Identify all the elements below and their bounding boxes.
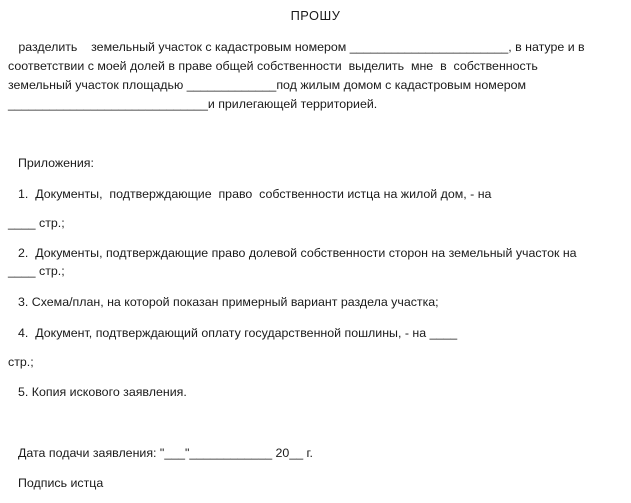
request-line-2: соответствии с моей долей в праве общей собственности выделить мне в собственность xyxy=(8,59,538,73)
attachment-item-4: 4. Документ, подтверждающий оплату государственной пошлины, - на ____ xyxy=(18,326,458,340)
request-line-4: _____________________________и прилегающей территорией. xyxy=(8,97,378,111)
attachment-item-4-pages: стр.; xyxy=(8,355,34,369)
request-line-3: земельный участок площадью _____________под жилым домом с кадастровым номером xyxy=(8,78,527,92)
request-line-1: разделить земельный участок с кадастровым номером _______________________, в натуре и в xyxy=(8,40,585,54)
filing-date-line: Дата подачи заявления: "___"____________ 20__ г. xyxy=(18,446,313,460)
plaintiff-signature-label: Подпись истца xyxy=(18,476,104,490)
attachments-heading: Приложения: xyxy=(18,156,94,170)
attachment-item-2: 2. Документы, подтверждающие право долевой собственности сторон на земельный участок на xyxy=(18,246,577,260)
attachment-item-2-pages: ____ стр.; xyxy=(8,264,65,278)
attachment-item-1: 1. Документы, подтверждающие право собственности истца на жилой дом, - на xyxy=(18,187,492,201)
attachment-item-3: 3. Схема/план, на которой показан примерный вариант раздела участка; xyxy=(18,295,439,309)
attachment-item-1-pages: ____ стр.; xyxy=(8,216,65,230)
attachment-item-5: 5. Копия искового заявления. xyxy=(18,385,187,399)
document-title: ПРОШУ xyxy=(290,8,341,23)
